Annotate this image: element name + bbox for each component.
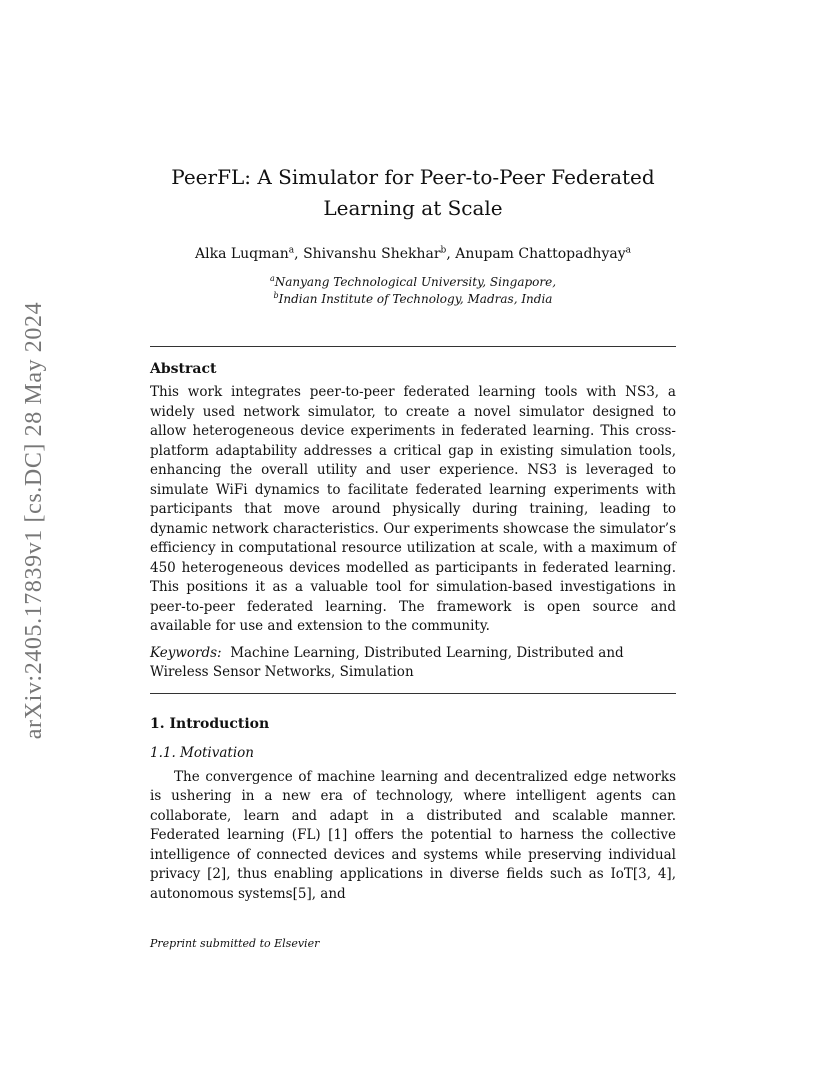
author-name: Shivanshu Shekhar [303, 246, 441, 262]
affiliation [150, 274, 676, 291]
keywords [150, 644, 676, 683]
affiliation-text: Nanyang Technological University, Singapore, [274, 275, 557, 289]
paper-title [150, 162, 676, 224]
affiliation-text: Indian Institute of Technology, Madras, India [278, 292, 553, 306]
abstract-bottom-rule [150, 693, 676, 694]
keywords-text: Machine Learning, Distributed Learning, Distributed and Wireless Sensor Networks, Simulation [150, 644, 624, 680]
author-name: Anupam Chattopadhyay [455, 246, 626, 262]
preprint-footer-note: Preprint submitted to Elsevier [150, 937, 320, 950]
abstract-top-rule [150, 346, 676, 347]
author-affiliation-mark: a [288, 245, 295, 256]
affiliation [150, 291, 676, 308]
author [455, 246, 631, 262]
abstract-body: This work integrates peer-to-peer federated learning tools with NS3, a widely used network simulator, to create a novel simulator designed to allow heterogeneous device experiments in federated learning. This cross-platform adaptability addresses a critical gap in existing simulation tools, enhancing the overall utility and user experience. NS3 is leveraged to simulate WiFi dynamics to facilitate federated learning experiments with participants that move around physically during training, leading to dynamic network characteristics. Our experiments showcase the simulator’s efficiency in computational resource utilization at scale, with a maximum of 450 heterogeneous devices modelled as participants in federated learning. This positions it as a valuable tool for simulation-based investigations in peer-to-peer federated learning. The framework is open source and available for use and extension to the community. [150, 384, 676, 634]
arxiv-identifier: arXiv:2405.17839v1 [cs.DC] 28 May 2024 [21, 301, 48, 739]
author-list [150, 244, 676, 264]
abstract-heading: Abstract [150, 361, 217, 377]
author-name: Alka Luqman [195, 246, 289, 262]
author-affiliation-mark: a [625, 245, 631, 256]
paper-front-page [150, 162, 676, 904]
arxiv-sidebar-stamp [12, 270, 58, 770]
author [195, 246, 294, 262]
author-separator: , [446, 246, 456, 262]
affiliation-mark: b [273, 291, 279, 300]
section-heading-introduction: 1. Introduction [150, 715, 270, 732]
introduction-paragraph: The convergence of machine learning and decentralized edge networks is ushering in a new era of technology, where intelligent agents can collaborate, learn and adapt in a distributed and scalable manner. Federated learning (FL) [1] offers the potential to harness the collective intelligence of connected devices and systems while preserving individual privacy [2], thus enabling applications in diverse fields such as IoT[3, 4], autonomous systems[5], and [150, 768, 676, 902]
author-affiliation-mark: b [440, 245, 447, 256]
affiliation-list [150, 274, 676, 308]
author [303, 246, 446, 262]
keywords-label: Keywords: [150, 644, 222, 661]
affiliation-mark: a [269, 274, 275, 283]
author-separator: , [294, 246, 304, 262]
title-line-2: Learning at Scale [323, 196, 503, 220]
title-line-1: PeerFL: A Simulator for Peer-to-Peer Federated [171, 165, 655, 189]
subsection-heading-motivation: 1.1. Motivation [150, 744, 254, 761]
